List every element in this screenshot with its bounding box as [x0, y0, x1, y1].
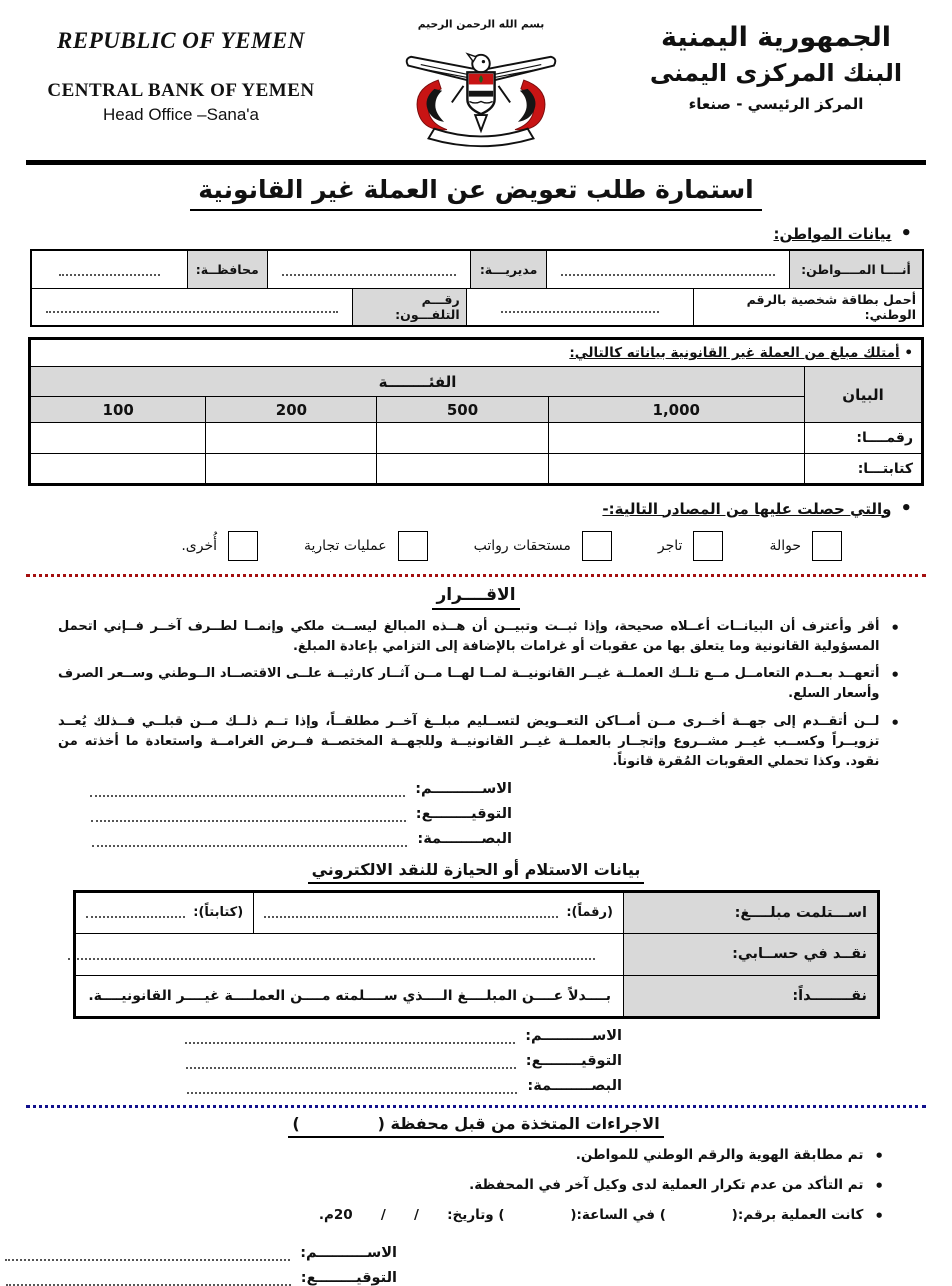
procedures-text-3: • كانت العملية برقم:( ) في الساعة:( ) وتاريخ: / / 20م. [318, 1207, 864, 1224]
numeric-cell-500[interactable] [377, 423, 548, 454]
sig3-signature-label: التوقيــــــــع: [300, 1269, 397, 1286]
ecash-account-row [75, 933, 879, 975]
national-id-label: أحمل بطاقة شخصية بالرقم الوطني: [694, 289, 922, 325]
sig3-name-label: الاســــــــــم: [300, 1244, 397, 1261]
declaration-bullets [58, 617, 900, 772]
ecash-table [73, 890, 880, 1019]
emblem-container [336, 14, 626, 156]
written-row-label: كتابتـــا: [805, 454, 923, 485]
received-numeric-field[interactable] [264, 908, 558, 918]
procedures-bullet-1 [40, 1145, 884, 1168]
yemen-coat-of-arms-icon [397, 14, 565, 152]
label-merchant: تاجر [657, 538, 683, 554]
source-option-other [181, 531, 258, 561]
sig2-signature-field[interactable] [186, 1056, 516, 1069]
sig3-signature-row [0, 1270, 397, 1286]
currency-table [28, 337, 924, 486]
received-written-field[interactable] [86, 908, 185, 918]
header-divider [26, 160, 926, 165]
ecash-section-title: بيانات الاستلام أو الحيازة للنقد الالكتروني [308, 860, 645, 884]
cash-in-account-label: نقــد في حســابي: [624, 933, 879, 975]
sig3-signature-field[interactable] [6, 1273, 291, 1286]
procedures-title: الاجراءات المتخذة من قبل محفظة ( ) [288, 1114, 663, 1138]
written-cell-200[interactable] [206, 454, 377, 485]
page-header [0, 0, 952, 158]
sig1-name-label: الاســــــــــم: [415, 780, 512, 797]
source-option-merchant [658, 531, 724, 561]
national-id-field[interactable] [467, 289, 694, 325]
checkbox-hawala[interactable] [812, 531, 842, 561]
sig1-thumbprint-row [0, 831, 512, 847]
receiver-signature-block [0, 1028, 622, 1094]
account-cell [75, 933, 624, 975]
denomination-1000: 1,000 [548, 397, 804, 423]
procedures-bullets [40, 1145, 884, 1229]
sig3-name-field[interactable] [5, 1248, 290, 1261]
in-cash-label: نقــــــــداً: [624, 975, 879, 1017]
label-other: أُخرى. [181, 538, 218, 554]
source-option-commercial [304, 531, 428, 561]
sig2-name-row [0, 1028, 622, 1044]
procedures-bullet-3 [40, 1205, 884, 1228]
declaration-text-1: • أقر وأعترف أن البيانــات أعــلاه صحيحة، وإذا ثبــت وتبيــن أن هــذه المبالغ ليســت ملكي وإنمــا لطــرف آخــر فــإني اتحمل المسؤولية القانونية وما يتعلق بها من عقوبات أو غرامات بالإضافة إلى التزامي بإعادة المبلغ. [58, 619, 880, 655]
sig1-name-row [0, 781, 512, 797]
ecash-received-row [75, 891, 879, 933]
sources-heading-text: • والتي حصلت عليها من المصادر التالية:- [602, 499, 892, 518]
ecash-cash-row [75, 975, 879, 1017]
sig2-thumbprint-label: البصــــــــمة: [527, 1077, 622, 1094]
procedures-bullet-2 [40, 1175, 884, 1198]
written-cell-1000[interactable] [548, 454, 804, 485]
head-office-arabic: المركز الرئيسي - صنعاء [688, 95, 864, 113]
source-option-salaries [474, 531, 612, 561]
sig2-signature-row [0, 1053, 622, 1069]
sig3-name-row [0, 1245, 397, 1261]
declaration-bullet-1 [58, 617, 900, 657]
district-field[interactable] [268, 251, 471, 288]
written-paren-label: (كتابتاً): [193, 905, 244, 921]
in-cash-text: بــــدلاً عــــن المبلــــغ الــــذي ســــلمته مــــن العملــــة غيــــر القانونيــــة. [75, 975, 624, 1017]
numeric-row-label: رقمــــا: [805, 423, 923, 454]
written-cell-100[interactable] [30, 454, 206, 485]
phone-label: رقـــم التلفـــون: [353, 289, 467, 325]
citizen-row-2 [32, 288, 922, 325]
sources-checkbox-row [0, 531, 842, 561]
denomination-100: 100 [30, 397, 206, 423]
sig1-name-field[interactable] [90, 784, 405, 797]
bank-name-arabic: البنك المركزى اليمنى [649, 59, 903, 87]
numeric-paren-label: (رقماً): [566, 905, 613, 921]
sig2-name-field[interactable] [185, 1031, 515, 1044]
denomination-header-row [30, 367, 923, 397]
denomination-values-row [30, 397, 923, 423]
checkbox-commercial[interactable] [398, 531, 428, 561]
amount-written-row [30, 454, 923, 485]
declaration-bullet-3 [58, 712, 900, 772]
citizen-section-heading [0, 223, 912, 244]
bismillah-calligraphy: بسم الله الرحمن الرحيم [417, 17, 545, 31]
numeric-cell-200[interactable] [206, 423, 377, 454]
sig1-signature-field[interactable] [91, 809, 406, 822]
header-english-block [26, 14, 336, 125]
source-option-hawala [769, 531, 842, 561]
written-cell-500[interactable] [377, 454, 548, 485]
citizen-row-1 [32, 251, 922, 288]
head-office-english: Head Office –Sana'a [102, 105, 260, 124]
declaration-bullet-2 [58, 664, 900, 704]
received-written-cell [75, 891, 254, 933]
citizen-heading-text: • بيانات المواطن: [773, 224, 892, 243]
procedures-text-2: • تم التأكد من عدم تكرار العملية لدى وكيل آخر في المحفظة. [469, 1177, 864, 1194]
sig2-signature-label: التوقيــــــــع: [525, 1052, 622, 1069]
declaration-text-2: • أتعهــد بعــدم التعامــل مــع تلــك العملــة غيــر القانونيــة لمــا لهــا مــن آثــار كارثيــة علــى الاقتصــاد الــوطني وســعر الصرف وأسعار السلع. [58, 666, 880, 702]
citizen-name-field[interactable] [547, 251, 790, 288]
declaration-text-3: • لــن أتقــدم إلى جهــة أخــرى مــن أمــاكن التعــويض لتســليم مبلــغ آخــر مطلقــاً، وإذا تــم ذلــك مــن قبلــي فــذلك يُعــد تزويــراً وكســب غيــر مشــروع وإتجــار بالعملــة غيــر القانونيــة وللجهــة المختصــة فــرض الغرامــة واستعادة ما أخذته من نقود. وكذا تحملي العقوبات المُقرة قانوناً. [58, 713, 880, 769]
declaration-title: الاقــــرار [432, 585, 519, 610]
phone-field[interactable] [32, 289, 353, 325]
numeric-cell-1000[interactable] [548, 423, 804, 454]
republic-name-arabic: الجمهورية اليمنية [660, 22, 892, 53]
sig1-signature-row [0, 806, 512, 822]
sig2-thumbprint-row [0, 1078, 622, 1094]
citizen-signature-block [0, 781, 512, 847]
statement-column-header: البيان [805, 367, 923, 423]
sig2-name-label: الاســــــــــم: [525, 1027, 622, 1044]
procedures-text-1: • تم مطابقة الهوية والرقم الوطني للمواطن. [575, 1146, 864, 1163]
label-commercial: عمليات تجارية [304, 538, 387, 554]
label-hawala: حوالة [769, 538, 801, 554]
citizen-name-label: أنــــا المــــواطن: [790, 251, 922, 288]
label-salaries: مستحقات رواتب [473, 538, 571, 554]
bank-name-english: CENTRAL BANK OF YEMEN [47, 80, 315, 101]
red-dotted-separator [26, 574, 926, 577]
numeric-cell-100[interactable] [30, 423, 206, 454]
governorate-field[interactable] [32, 251, 188, 288]
blue-dotted-separator [26, 1105, 926, 1108]
received-amount-label: اســـتلمت مبلــــغ: [624, 891, 879, 933]
received-numeric-cell [254, 891, 624, 933]
form-title: استمارة طلب تعويض عن العملة غير القانونية [190, 175, 762, 211]
sources-section-heading [0, 498, 912, 519]
header-arabic-block [626, 14, 926, 113]
denomination-200: 200 [206, 397, 377, 423]
checkbox-other[interactable] [228, 531, 258, 561]
currency-heading-row [30, 339, 923, 367]
sig1-thumbprint-label: البصــــــــمة: [417, 830, 512, 847]
sig2-thumbprint-field[interactable] [187, 1081, 517, 1094]
denomination-header: الفئــــــــة [30, 367, 805, 397]
currency-heading-text: أمتلك مبلغ من العملة غير القانونية بياناته كالتالي: [569, 345, 900, 361]
sig1-thumbprint-field[interactable] [92, 834, 407, 847]
citizen-data-table [30, 249, 924, 327]
district-label: مديريـــة: [471, 251, 547, 288]
account-field[interactable] [68, 948, 595, 960]
sig1-signature-label: التوقيــــــــع: [415, 805, 512, 822]
republic-name-english: REPUBLIC OF YEMEN [57, 28, 305, 53]
denomination-500: 500 [377, 397, 548, 423]
governorate-label: محافظــة: [188, 251, 268, 288]
checkbox-salaries[interactable] [582, 531, 612, 561]
checkbox-merchant[interactable] [693, 531, 723, 561]
amount-numeric-row [30, 423, 923, 454]
